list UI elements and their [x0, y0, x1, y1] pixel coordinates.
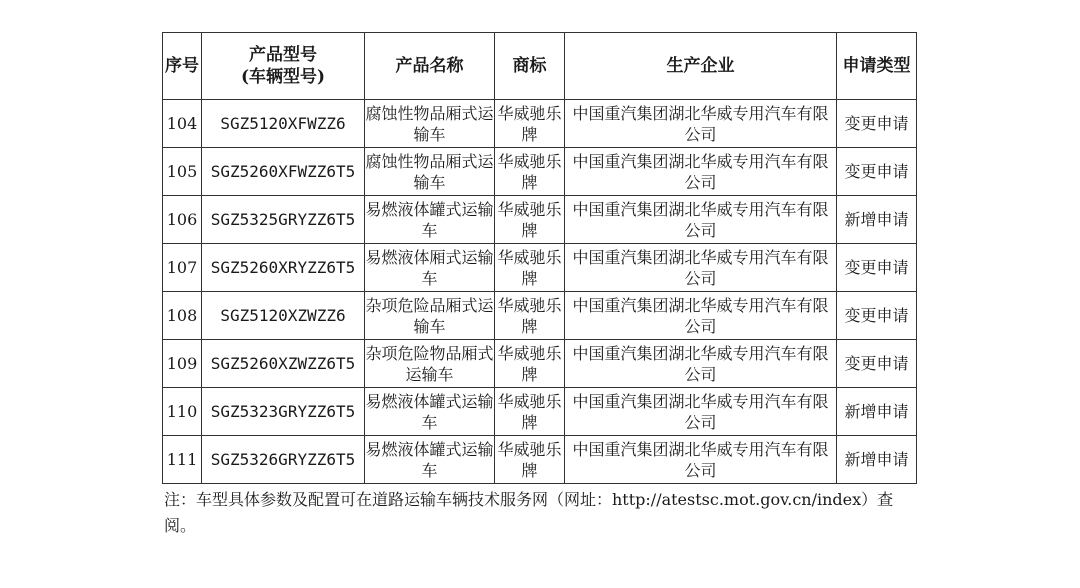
brand-cell: 华威驰乐牌 — [495, 340, 565, 388]
seq-cell: 106 — [163, 196, 202, 244]
type-cell: 新增申请 — [837, 388, 917, 436]
company-cell: 中国重汽集团湖北华威专用汽车有限公司 — [565, 436, 837, 484]
seq-cell: 110 — [163, 388, 202, 436]
table-row — [163, 244, 917, 292]
name-cell: 易燃液体厢式运输车 — [365, 244, 495, 292]
brand-cell: 华威驰乐牌 — [495, 436, 565, 484]
model-cell: SGZ5120XZWZZ6 — [202, 292, 365, 340]
seq-cell: 108 — [163, 292, 202, 340]
name-cell: 易燃液体罐式运输车 — [365, 196, 495, 244]
type-cell: 变更申请 — [837, 244, 917, 292]
table-header-row — [163, 33, 917, 100]
type-cell: 变更申请 — [837, 100, 917, 148]
company-cell: 中国重汽集团湖北华威专用汽车有限公司 — [565, 148, 837, 196]
model-cell: SGZ5120XFWZZ6 — [202, 100, 365, 148]
seq-cell: 104 — [163, 100, 202, 148]
company-cell: 中国重汽集团湖北华威专用汽车有限公司 — [565, 244, 837, 292]
table-row — [163, 148, 917, 196]
header-model-line1: 产品型号 — [249, 45, 317, 65]
table-row — [163, 340, 917, 388]
header-seq: 序号 — [163, 33, 202, 100]
name-cell: 易燃液体罐式运输车 — [365, 388, 495, 436]
type-cell: 变更申请 — [837, 148, 917, 196]
type-cell: 变更申请 — [837, 340, 917, 388]
table-row — [163, 436, 917, 484]
table-row — [163, 388, 917, 436]
header-name: 产品名称 — [365, 33, 495, 100]
name-cell: 腐蚀性物品厢式运输车 — [365, 100, 495, 148]
table-row — [163, 292, 917, 340]
model-cell: SGZ5260XFWZZ6T5 — [202, 148, 365, 196]
table-row — [163, 196, 917, 244]
type-cell: 新增申请 — [837, 196, 917, 244]
name-cell: 腐蚀性物品厢式运输车 — [365, 148, 495, 196]
seq-cell: 111 — [163, 436, 202, 484]
brand-cell: 华威驰乐牌 — [495, 196, 565, 244]
model-cell: SGZ5325GRYZZ6T5 — [202, 196, 365, 244]
model-cell: SGZ5326GRYZZ6T5 — [202, 436, 365, 484]
brand-cell: 华威驰乐牌 — [495, 244, 565, 292]
table-row — [163, 100, 917, 148]
name-cell: 易燃液体罐式运输车 — [365, 436, 495, 484]
brand-cell: 华威驰乐牌 — [495, 100, 565, 148]
company-cell: 中国重汽集团湖北华威专用汽车有限公司 — [565, 196, 837, 244]
seq-cell: 107 — [163, 244, 202, 292]
type-cell: 新增申请 — [837, 436, 917, 484]
footnote: 注：车型具体参数及配置可在道路运输车辆技术服务网（网址：http://atestsc.mot.gov.cn/index）查阅。 — [164, 490, 894, 535]
seq-cell: 105 — [163, 148, 202, 196]
seq-cell: 109 — [163, 340, 202, 388]
header-type: 申请类型 — [837, 33, 917, 100]
company-cell: 中国重汽集团湖北华威专用汽车有限公司 — [565, 100, 837, 148]
model-cell: SGZ5323GRYZZ6T5 — [202, 388, 365, 436]
company-cell: 中国重汽集团湖北华威专用汽车有限公司 — [565, 340, 837, 388]
name-cell: 杂项危险品厢式运输车 — [365, 292, 495, 340]
model-cell: SGZ5260XZWZZ6T5 — [202, 340, 365, 388]
company-cell: 中国重汽集团湖北华威专用汽车有限公司 — [565, 292, 837, 340]
vehicle-table — [162, 32, 917, 484]
brand-cell: 华威驰乐牌 — [495, 292, 565, 340]
header-model — [202, 33, 365, 100]
name-cell: 杂项危险物品厢式运输车 — [365, 340, 495, 388]
brand-cell: 华威驰乐牌 — [495, 388, 565, 436]
header-model-line2: (车辆型号) — [240, 67, 326, 87]
model-cell: SGZ5260XRYZZ6T5 — [202, 244, 365, 292]
header-company: 生产企业 — [565, 33, 837, 100]
brand-cell: 华威驰乐牌 — [495, 148, 565, 196]
company-cell: 中国重汽集团湖北华威专用汽车有限公司 — [565, 388, 837, 436]
type-cell: 变更申请 — [837, 292, 917, 340]
header-brand: 商标 — [495, 33, 565, 100]
